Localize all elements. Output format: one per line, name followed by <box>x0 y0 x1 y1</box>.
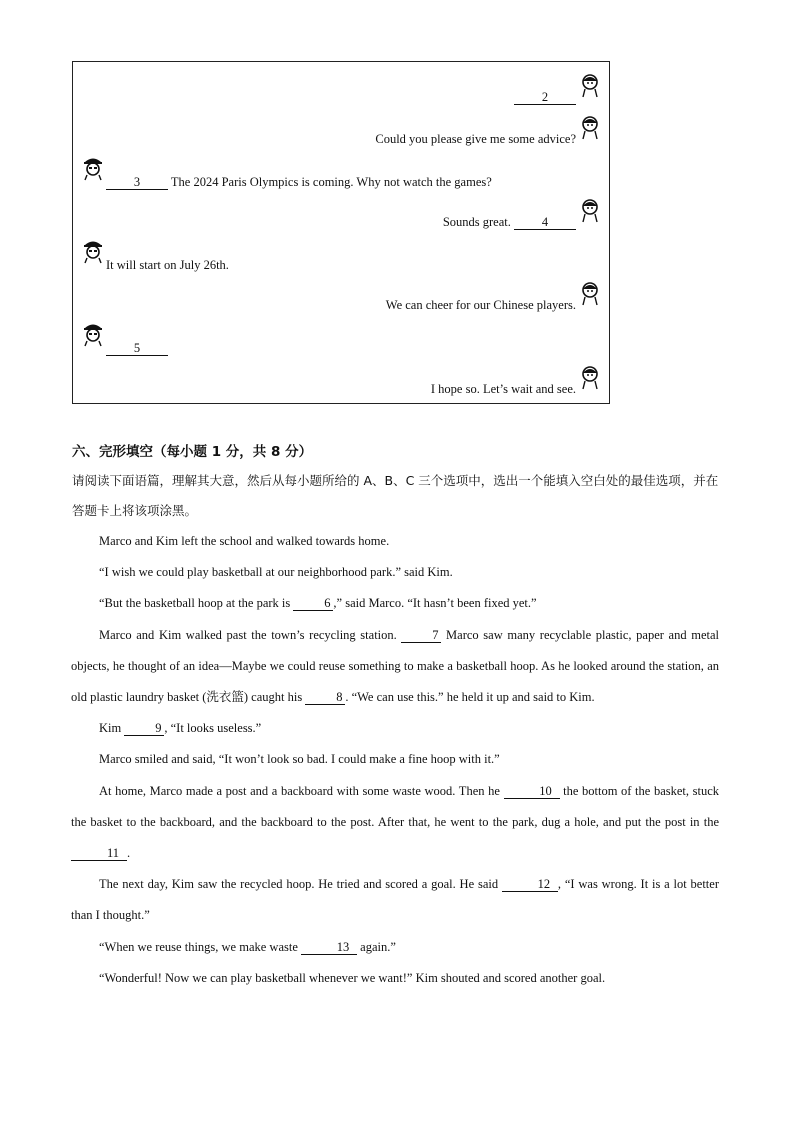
passage-paragraph <box>71 713 719 744</box>
passage-paragraph <box>71 620 719 714</box>
answer-blank-3[interactable]: 3 <box>106 176 168 190</box>
passage-text: The next day, Kim saw the recycled hoop. He tried and scored a goal. He said <box>99 877 502 892</box>
passage-text: “When we reuse things, we make waste <box>99 939 302 954</box>
speaker-a-icon <box>82 321 104 347</box>
answer-blank-11[interactable]: 11 <box>71 847 127 861</box>
line-text: The 2024 Paris Olympics is coming. Why not watch the games? <box>168 175 492 189</box>
passage-text: ,” said Marco. “It hasn’t been fixed yet.” <box>333 596 537 611</box>
passage-paragraph <box>71 963 719 994</box>
answer-blank-12[interactable]: 12 <box>502 878 558 892</box>
dialogue-line-4 <box>443 214 576 230</box>
passage-text: Marco and Kim left the school and walked towards home. <box>99 534 390 548</box>
passage-text: . <box>127 846 131 861</box>
speaker-b-icon <box>579 114 601 140</box>
answer-blank-9[interactable]: 9 <box>124 722 164 736</box>
passage-text: the bottom of the basket, stuck the basket to the backboard, and the backboard to the post. After that, he went to the park, dug a hole, and put the post in the <box>71 783 719 829</box>
passage-text: Marco smiled and said, “It won’t look so bad. I could make a fine hoop with it.” <box>99 752 500 767</box>
passage-paragraph <box>71 776 719 870</box>
speaker-b-icon <box>579 364 601 390</box>
passage-paragraph <box>71 588 719 619</box>
dialogue-box <box>72 61 610 404</box>
speaker-b-icon <box>579 72 601 98</box>
dialogue-line-8 <box>431 381 576 397</box>
line-text: It will start on July 26th. <box>106 258 229 272</box>
dialogue-line-2 <box>375 131 576 147</box>
answer-blank-6[interactable]: 6 <box>293 597 333 611</box>
cloze-passage <box>71 526 719 994</box>
passage-text: “I wish we could play basketball at our neighborhood park.” said Kim. <box>99 565 453 580</box>
answer-blank-2[interactable]: 2 <box>514 91 576 105</box>
passage-paragraph <box>71 557 719 588</box>
line-text: Could you please give me some advice? <box>375 132 576 146</box>
passage-text: “But the basketball hoop at the park is <box>99 596 294 611</box>
section-instructions: 请阅读下面语篇，理解其大意，然后从每小题所给的 A、B、C 三个选项中，选出一个能填入空白处的最佳选项，并在答题卡上将该项涂黑。 <box>72 473 719 518</box>
passage-text: again.” <box>357 939 396 954</box>
answer-blank-7[interactable]: 7 <box>401 629 441 643</box>
speaker-a-icon <box>82 155 104 181</box>
speaker-a-icon <box>82 238 104 264</box>
line-text: Sounds great. <box>442 215 514 229</box>
answer-blank-4[interactable]: 4 <box>514 216 576 230</box>
passage-text: At home, Marco made a post and a backboard with some waste wood. Then he <box>99 783 504 798</box>
speaker-b-icon <box>579 280 601 306</box>
passage-paragraph <box>71 932 719 963</box>
passage-text: Kim <box>99 721 125 736</box>
passage-text: “Wonderful! Now we can play basketball whenever we want!” Kim shouted and scored another goal. <box>99 970 606 985</box>
passage-paragraph <box>71 526 719 557</box>
passage-text: . “We can use this.” he held it up and said to Kim. <box>345 690 595 705</box>
line-text: We can cheer for our Chinese players. <box>385 298 576 312</box>
speaker-b-icon <box>579 197 601 223</box>
answer-blank-13[interactable]: 13 <box>301 941 357 955</box>
dialogue-line-3 <box>106 174 492 190</box>
dialogue-line-5 <box>106 257 229 273</box>
line-text: I hope so. Let’s wait and see. <box>430 382 576 396</box>
answer-blank-10[interactable]: 10 <box>504 785 560 799</box>
passage-text: , “It looks useless.” <box>164 721 262 736</box>
dialogue-line-1 <box>514 89 576 105</box>
passage-paragraph <box>71 869 719 931</box>
dialogue-line-6 <box>386 297 576 313</box>
passage-paragraph <box>71 744 719 775</box>
passage-text: , “I was wrong. It is a lot better than I thought.” <box>71 877 719 923</box>
dialogue-line-7 <box>106 340 168 356</box>
answer-blank-5[interactable]: 5 <box>106 342 168 356</box>
answer-blank-8[interactable]: 8 <box>305 691 345 705</box>
passage-text: Marco and Kim walked past the town’s recycling station. <box>99 627 402 642</box>
section-title: 六、完形填空（每小题 1 分，共 8 分） <box>72 444 313 460</box>
passage-text: Marco saw many recyclable plastic, paper and metal objects, he thought of an idea—Maybe we could reuse something to make a basketball hoop. As he looked around the station, an old plastic laundry basket (洗衣篮) caught his <box>71 627 719 705</box>
